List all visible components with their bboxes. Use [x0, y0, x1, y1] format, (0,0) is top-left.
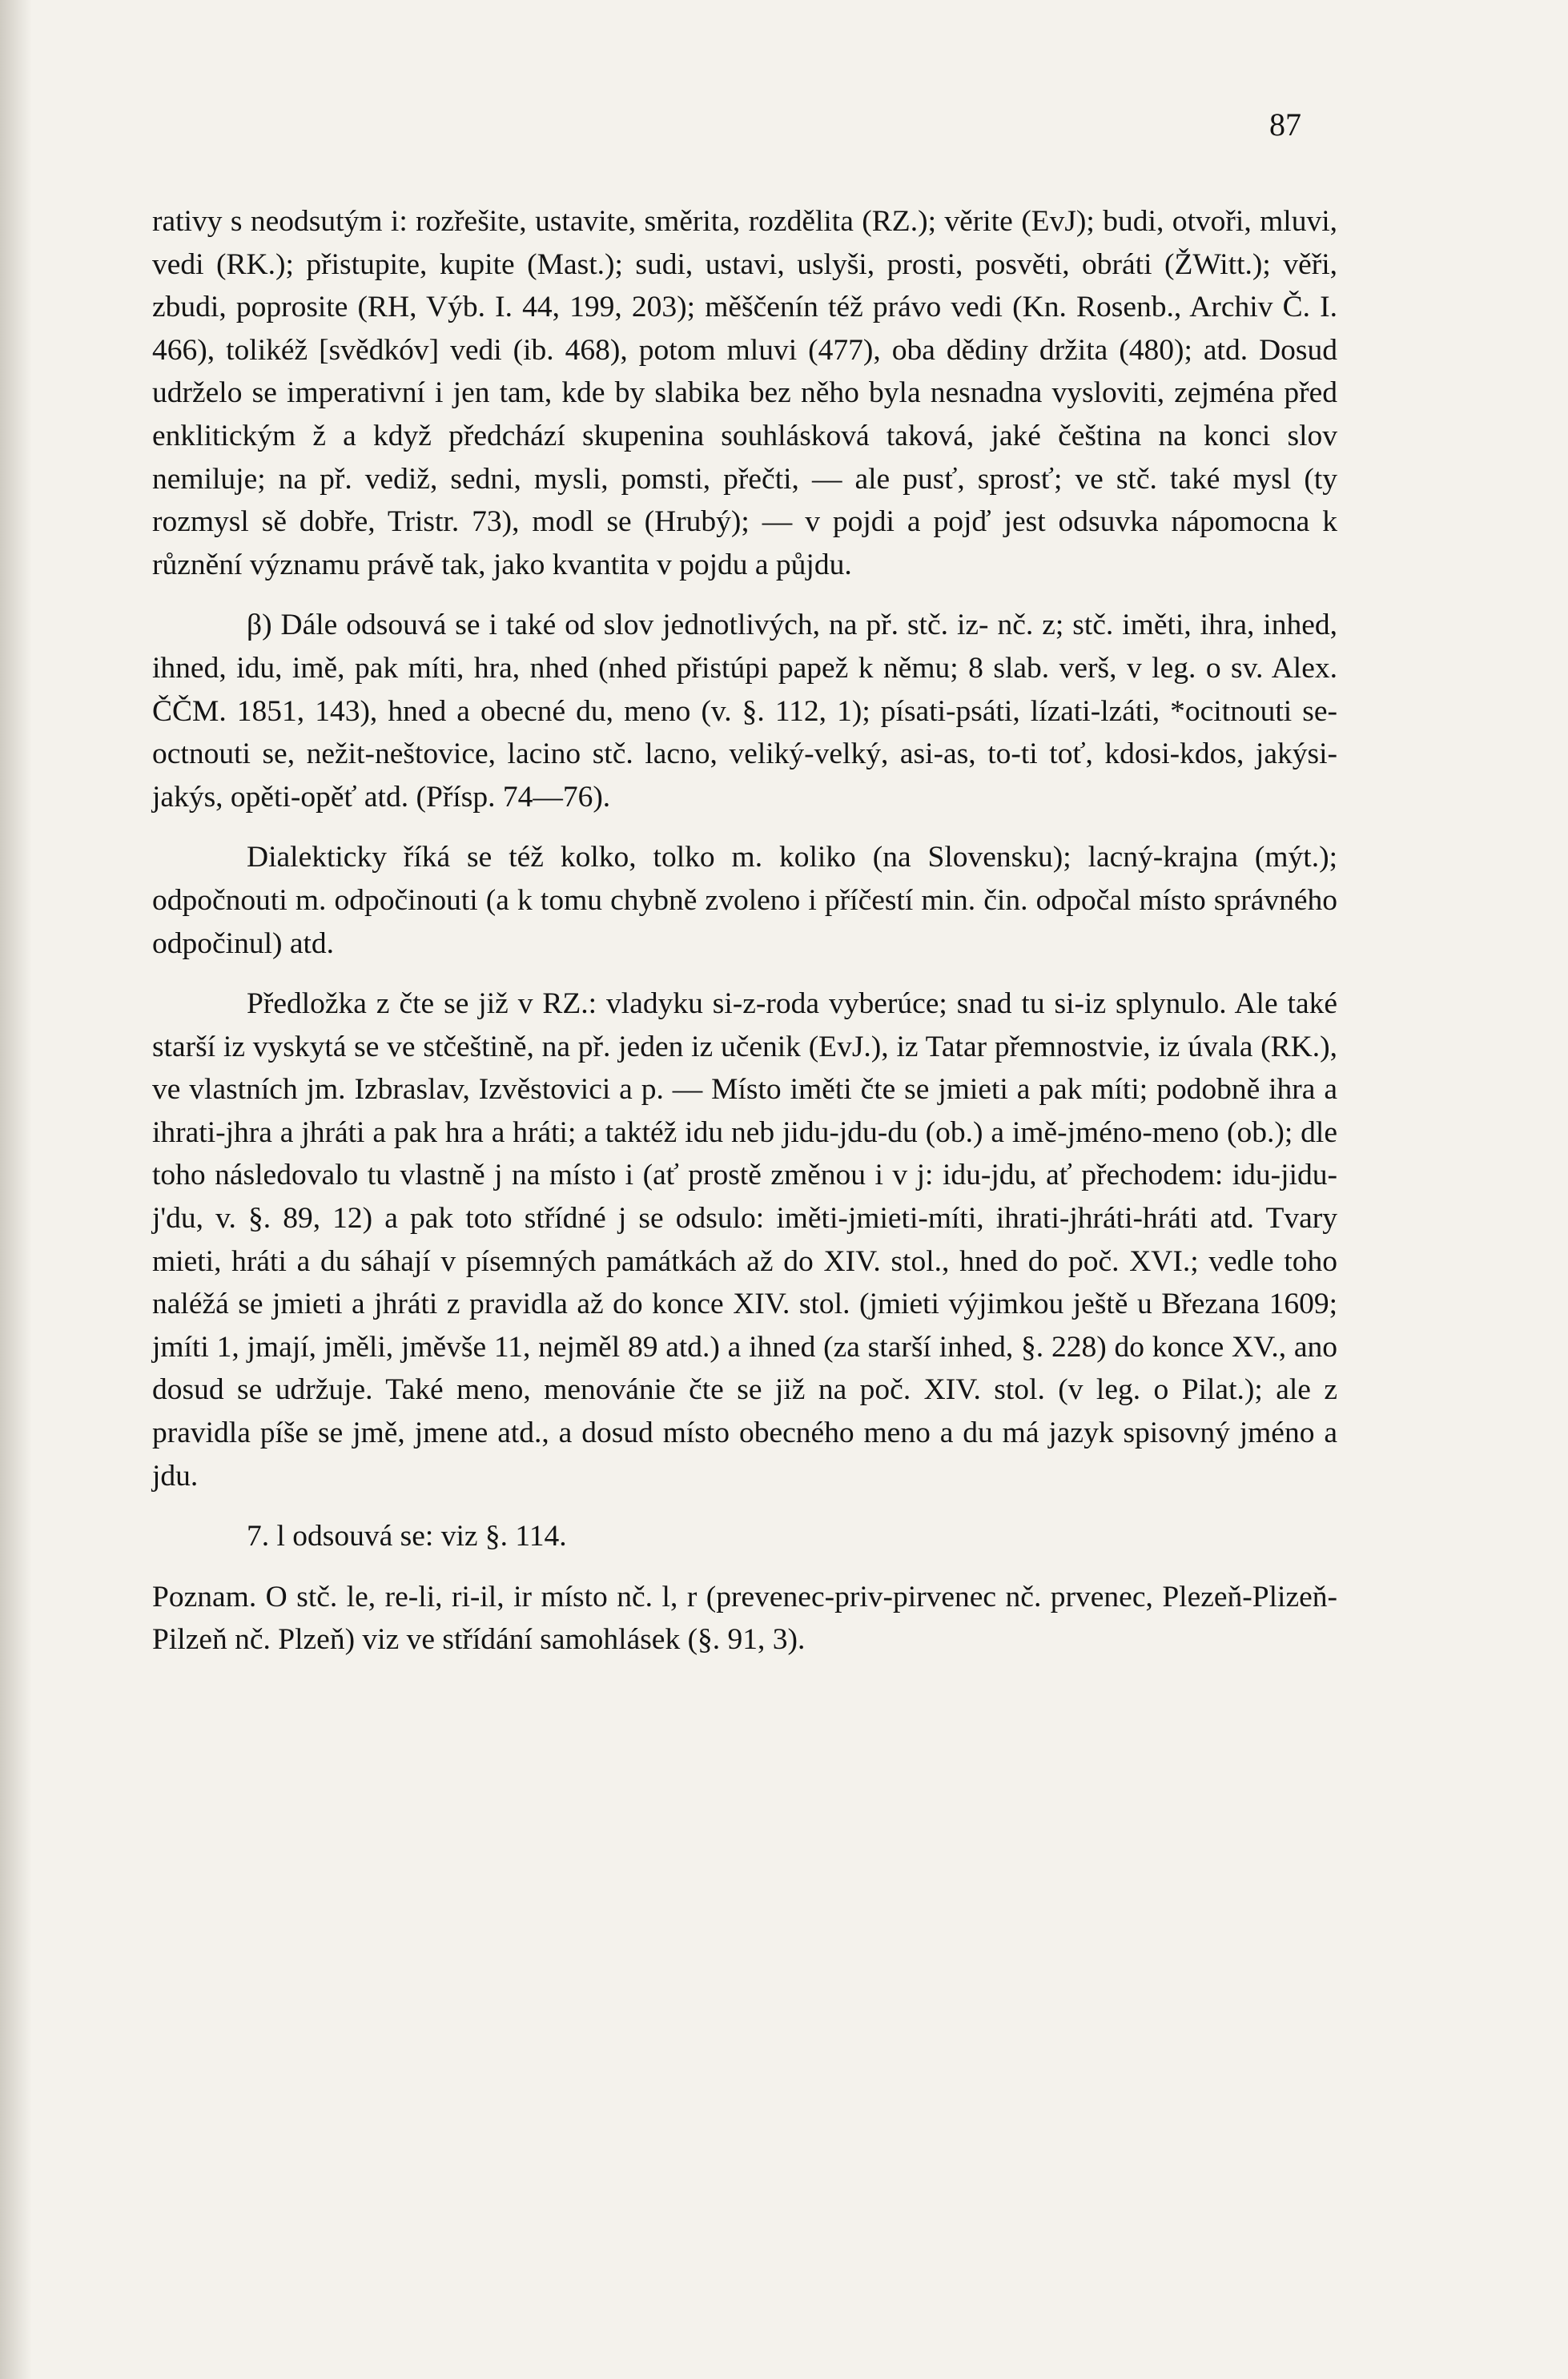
page-edge-shadow: [0, 0, 32, 2379]
paragraph-3: Dialekticky říká se též kolko, tolko m. koliko (na Slovensku); lacný-krajna (mýt.); odpočnouti m. odpočinouti (a k tomu chybně zvoleno i příčestí min. čin. odpočal místo správného odpočinul) atd.: [152, 841, 1337, 960]
body-text: [152, 200, 1337, 1662]
paragraph-4: Předložka z čte se již v RZ.: vladyku si-z-roda vyberúce; snad tu si-iz splynulo. Ale také starší iz vyskytá se ve stčeštině, na př. jeden iz učenik (EvJ.), iz Tatar přemnostvie, iz úvala (RK.), ve vlastních jm. Izbraslav, Izvěstovici a p. — Místo iměti čte se jmieti a pak míti; podobně ihra a ihrati-jhra a jhráti a pak hra a hráti; a taktéž idu neb jidu-jdu-du (ob.) a imě-jméno-meno (ob.); dle toho následovalo tu vlastně j na místo i (ať prostě změnou i v j: idu-jdu, ať přechodem: idu-jidu-j'du, v. §. 89, 12) a pak toto střídné j se odsulo: iměti-jmieti-míti, ihrati-jhráti-hráti atd. Tvary mieti, hráti a du sáhají v písemných památkách až do XIV. stol., hned do poč. XVI.; vedle toho naléžá se jmieti a jhráti z pravidla až do konce XIV. stol. (jmieti výjimkou ještě u Březana 1609; jmíti 1, jmají, jměli, jměvše 11, nejměl 89 atd.) a ihned (za starší inhed, §. 228) do konce XV., ano dosud se udržuje. Také meno, menovánie čte se již na poč. XIV. stol. (v leg. o Pilat.); ale z pravidla píše se jmě, jmene atd., a dosud místo obecného meno a du má jazyk spisovný jméno a jdu.: [152, 987, 1337, 1493]
page-number: 87: [1269, 106, 1301, 143]
paragraph-2: β) Dále odsouvá se i také od slov jednotlivých, na př. stč. iz- nč. z; stč. iměti, ihra, inhed, ihned, idu, imě, pak míti, hra, nhed (nhed přistúpi papež k němu; 8 slab. verš, v leg. o sv. Alex. ČČM. 1851, 143), hned a obecné du, meno (v. §. 112, 1); písati-psáti, lízati-lzáti, *ocitnouti se-octnouti se, nežit-neštovice, lacino stč. lacno, veliký-velký, asi-as, to-ti toť, kdosi-kdos, jakýsi-jakýs, opěti-opěť atd. (Přísp. 74—76).: [152, 609, 1337, 814]
paragraph-5: 7. l odsouvá se: viz §. 114.: [247, 1520, 567, 1553]
paragraph-1: rativy s neodsutým i: rozřešite, ustavite, směrita, rozdělita (RZ.); věrite (EvJ); budi, otvoři, mluvi, vedi (RK.); přistupite, kupite (Mast.); sudi, ustavi, uslyši, prosti, posvěti, obráti (ŽWitt.); věři, zbudi, poprosite (RH, Výb. I. 44, 199, 203); měščenín též právo vedi (Kn. Rosenb., Archiv Č. I. 466), tolikéž [svědkóv] vedi (ib. 468), potom mluvi (477), oba dědiny držita (480); atd. Dosud udrželo se imperativní i jen tam, kde by slabika bez něho byla nesnadna vysloviti, zejména před enklitickým ž a když předchází skupenina souhlásková taková, jaké čeština na konci slov nemiluje; na př. vediž, sedni, mysli, pomsti, přečti, — ale pusť, sprosť; ve stč. také mysl (ty rozmysl sě dobře, Tristr. 73), modl se (Hrubý); — v pojdi a pojď jest odsuvka nápomocna k různění významu právě tak, jako kvantita v pojdu a půjdu.: [152, 205, 1337, 581]
paragraph-6: Poznam. O stč. le, re-li, ri-il, ir místo nč. l, r (prevenec-priv-pirvenec nč. prvenec, Plezeň-Plizeň-Pilzeň nč. Plzeň) viz ve střídání samohlásek (§. 91, 3).: [152, 1580, 1337, 1657]
